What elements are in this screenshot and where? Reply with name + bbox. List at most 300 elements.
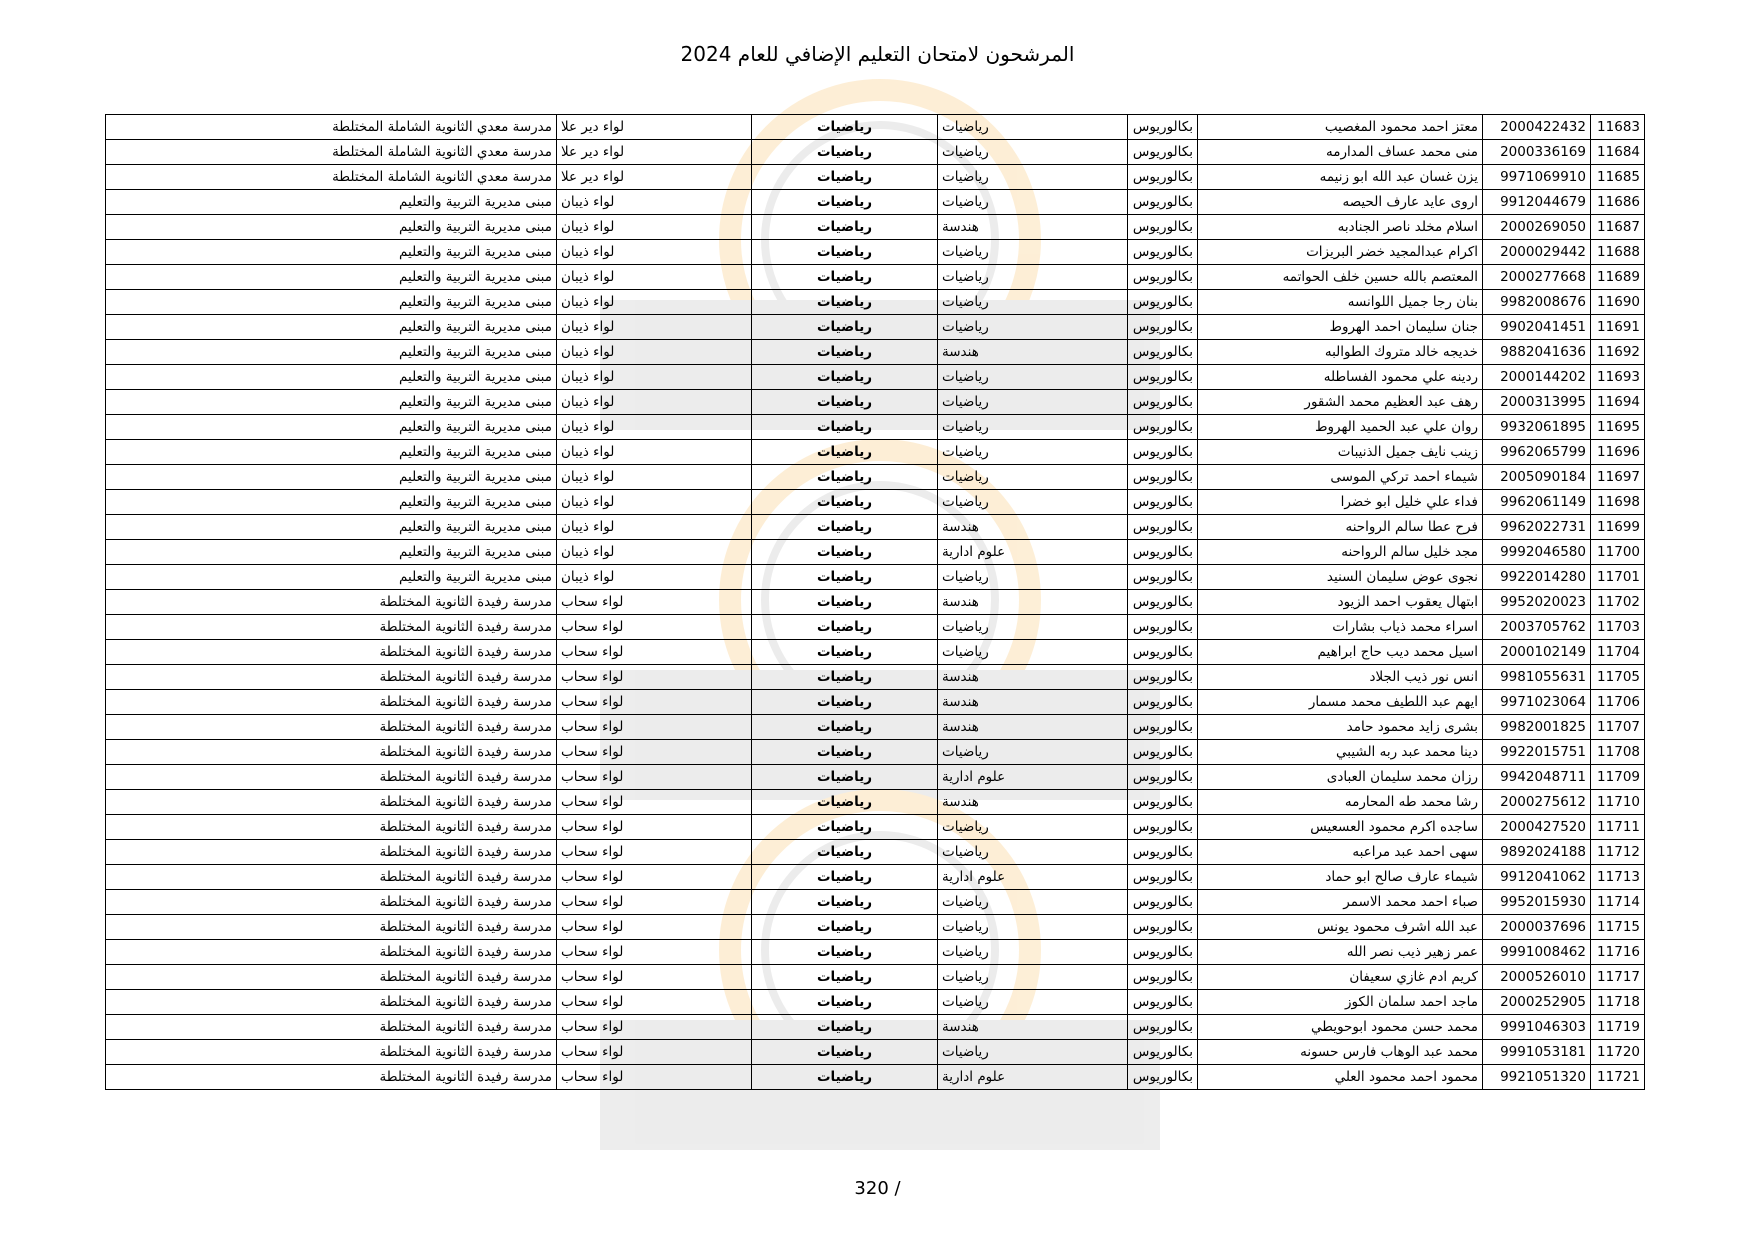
candidate-name-cell: رهف عبد العظيم محمد الشقور xyxy=(1198,390,1483,415)
serial-cell: 11713 xyxy=(1591,865,1645,890)
exam-subject-cell: رياضيات xyxy=(752,1015,938,1040)
exam-center-cell: مدرسة رفيدة الثانوية المختلطة xyxy=(106,1065,557,1090)
candidate-name-cell: شيماء عارف صالح ابو حماد xyxy=(1198,865,1483,890)
exam-center-cell: مدرسة رفيدة الثانوية المختلطة xyxy=(106,915,557,940)
candidates-table-body xyxy=(106,115,1645,1090)
district-cell: لواء سحاب xyxy=(557,940,752,965)
degree-cell: بكالوريوس xyxy=(1128,265,1198,290)
serial-cell: 11717 xyxy=(1591,965,1645,990)
exam-subject-cell: رياضيات xyxy=(752,615,938,640)
exam-center-cell: مبنى مديرية التربية والتعليم xyxy=(106,415,557,440)
exam-subject-cell: رياضيات xyxy=(752,840,938,865)
national-id-cell: 9991046303 xyxy=(1483,1015,1591,1040)
serial-cell: 11711 xyxy=(1591,815,1645,840)
exam-center-cell: مدرسة رفيدة الثانوية المختلطة xyxy=(106,790,557,815)
serial-cell: 11701 xyxy=(1591,565,1645,590)
table-row xyxy=(106,740,1645,765)
major-cell: هندسة xyxy=(938,790,1128,815)
serial-cell: 11694 xyxy=(1591,390,1645,415)
major-cell: هندسة xyxy=(938,590,1128,615)
district-cell: لواء ذيبان xyxy=(557,340,752,365)
national-id-cell: 9932061895 xyxy=(1483,415,1591,440)
district-cell: لواء ذيبان xyxy=(557,490,752,515)
national-id-cell: 2005090184 xyxy=(1483,465,1591,490)
degree-cell: بكالوريوس xyxy=(1128,665,1198,690)
serial-cell: 11686 xyxy=(1591,190,1645,215)
degree-cell: بكالوريوس xyxy=(1128,1040,1198,1065)
degree-cell: بكالوريوس xyxy=(1128,840,1198,865)
table-row xyxy=(106,965,1645,990)
degree-cell: بكالوريوس xyxy=(1128,490,1198,515)
serial-cell: 11695 xyxy=(1591,415,1645,440)
table-row xyxy=(106,790,1645,815)
serial-cell: 11697 xyxy=(1591,465,1645,490)
national-id-cell: 2000269050 xyxy=(1483,215,1591,240)
degree-cell: بكالوريوس xyxy=(1128,790,1198,815)
exam-center-cell: مدرسة رفيدة الثانوية المختلطة xyxy=(106,590,557,615)
serial-cell: 11696 xyxy=(1591,440,1645,465)
district-cell: لواء سحاب xyxy=(557,715,752,740)
candidate-name-cell: عمر زهير ذيب نصر الله xyxy=(1198,940,1483,965)
degree-cell: بكالوريوس xyxy=(1128,390,1198,415)
major-cell: هندسة xyxy=(938,1015,1128,1040)
exam-center-cell: مبنى مديرية التربية والتعليم xyxy=(106,240,557,265)
candidate-name-cell: كريم ادم غازي سعيفان xyxy=(1198,965,1483,990)
major-cell: رياضيات xyxy=(938,615,1128,640)
degree-cell: بكالوريوس xyxy=(1128,140,1198,165)
exam-subject-cell: رياضيات xyxy=(752,565,938,590)
exam-subject-cell: رياضيات xyxy=(752,715,938,740)
table-row xyxy=(106,815,1645,840)
serial-cell: 11707 xyxy=(1591,715,1645,740)
district-cell: لواء سحاب xyxy=(557,765,752,790)
table-row xyxy=(106,140,1645,165)
national-id-cell: 9992046580 xyxy=(1483,540,1591,565)
major-cell: هندسة xyxy=(938,715,1128,740)
serial-cell: 11710 xyxy=(1591,790,1645,815)
candidate-name-cell: نجوى عوض سليمان السنيد xyxy=(1198,565,1483,590)
district-cell: لواء دير علا xyxy=(557,165,752,190)
national-id-cell: 9962061149 xyxy=(1483,490,1591,515)
major-cell: رياضيات xyxy=(938,265,1128,290)
major-cell: رياضيات xyxy=(938,290,1128,315)
exam-center-cell: مبنى مديرية التربية والتعليم xyxy=(106,290,557,315)
district-cell: لواء سحاب xyxy=(557,665,752,690)
serial-cell: 11716 xyxy=(1591,940,1645,965)
major-cell: رياضيات xyxy=(938,815,1128,840)
degree-cell: بكالوريوس xyxy=(1128,940,1198,965)
candidate-name-cell: بنان رجا جميل اللوانسه xyxy=(1198,290,1483,315)
major-cell: رياضيات xyxy=(938,315,1128,340)
district-cell: لواء سحاب xyxy=(557,640,752,665)
exam-subject-cell: رياضيات xyxy=(752,790,938,815)
candidate-name-cell: دينا محمد عبد ربه الشيبي xyxy=(1198,740,1483,765)
serial-cell: 11712 xyxy=(1591,840,1645,865)
serial-cell: 11703 xyxy=(1591,615,1645,640)
major-cell: رياضيات xyxy=(938,140,1128,165)
candidates-table xyxy=(105,114,1645,1090)
national-id-cell: 2000102149 xyxy=(1483,640,1591,665)
degree-cell: بكالوريوس xyxy=(1128,1065,1198,1090)
table-row xyxy=(106,390,1645,415)
serial-cell: 11684 xyxy=(1591,140,1645,165)
serial-cell: 11708 xyxy=(1591,740,1645,765)
exam-subject-cell: رياضيات xyxy=(752,140,938,165)
table-row xyxy=(106,190,1645,215)
national-id-cell: 9991008462 xyxy=(1483,940,1591,965)
degree-cell: بكالوريوس xyxy=(1128,440,1198,465)
national-id-cell: 9971023064 xyxy=(1483,690,1591,715)
national-id-cell: 2000252905 xyxy=(1483,990,1591,1015)
degree-cell: بكالوريوس xyxy=(1128,1015,1198,1040)
exam-center-cell: مدرسة رفيدة الثانوية المختلطة xyxy=(106,765,557,790)
exam-center-cell: مدرسة معدي الثانوية الشاملة المختلطة xyxy=(106,115,557,140)
district-cell: لواء ذيبان xyxy=(557,390,752,415)
table-row xyxy=(106,1040,1645,1065)
national-id-cell: 9922015751 xyxy=(1483,740,1591,765)
exam-subject-cell: رياضيات xyxy=(752,1040,938,1065)
exam-subject-cell: رياضيات xyxy=(752,640,938,665)
exam-subject-cell: رياضيات xyxy=(752,290,938,315)
serial-cell: 11693 xyxy=(1591,365,1645,390)
district-cell: لواء ذيبان xyxy=(557,365,752,390)
district-cell: لواء سحاب xyxy=(557,1040,752,1065)
exam-center-cell: مدرسة رفيدة الثانوية المختلطة xyxy=(106,665,557,690)
serial-cell: 11683 xyxy=(1591,115,1645,140)
degree-cell: بكالوريوس xyxy=(1128,740,1198,765)
exam-center-cell: مدرسة رفيدة الثانوية المختلطة xyxy=(106,715,557,740)
degree-cell: بكالوريوس xyxy=(1128,865,1198,890)
candidate-name-cell: سهى احمد عبد مراعبه xyxy=(1198,840,1483,865)
district-cell: لواء سحاب xyxy=(557,1015,752,1040)
candidate-name-cell: محمد حسن محمود ابوحويطي xyxy=(1198,1015,1483,1040)
district-cell: لواء سحاب xyxy=(557,690,752,715)
exam-subject-cell: رياضيات xyxy=(752,990,938,1015)
candidate-name-cell: اروى عايد عارف الحيصه xyxy=(1198,190,1483,215)
degree-cell: بكالوريوس xyxy=(1128,540,1198,565)
candidate-name-cell: يزن غسان عبد الله ابو زنيمه xyxy=(1198,165,1483,190)
exam-center-cell: مدرسة رفيدة الثانوية المختلطة xyxy=(106,690,557,715)
candidate-name-cell: ردينه علي محمود الفساطله xyxy=(1198,365,1483,390)
candidate-name-cell: زينب نايف جميل الذنيبات xyxy=(1198,440,1483,465)
major-cell: علوم ادارية xyxy=(938,765,1128,790)
exam-center-cell: مدرسة رفيدة الثانوية المختلطة xyxy=(106,940,557,965)
exam-center-cell: مبنى مديرية التربية والتعليم xyxy=(106,215,557,240)
exam-subject-cell: رياضيات xyxy=(752,965,938,990)
district-cell: لواء سحاب xyxy=(557,790,752,815)
exam-subject-cell: رياضيات xyxy=(752,690,938,715)
major-cell: رياضيات xyxy=(938,915,1128,940)
degree-cell: بكالوريوس xyxy=(1128,365,1198,390)
candidate-name-cell: شيماء احمد تركي الموسى xyxy=(1198,465,1483,490)
table-row xyxy=(106,565,1645,590)
national-id-cell: 9902041451 xyxy=(1483,315,1591,340)
serial-cell: 11702 xyxy=(1591,590,1645,615)
candidate-name-cell: بشرى زايد محمود حامد xyxy=(1198,715,1483,740)
candidate-name-cell: محمد عبد الوهاب فارس حسونه xyxy=(1198,1040,1483,1065)
degree-cell: بكالوريوس xyxy=(1128,640,1198,665)
degree-cell: بكالوريوس xyxy=(1128,915,1198,940)
exam-subject-cell: رياضيات xyxy=(752,490,938,515)
major-cell: رياضيات xyxy=(938,115,1128,140)
major-cell: رياضيات xyxy=(938,990,1128,1015)
major-cell: رياضيات xyxy=(938,940,1128,965)
exam-center-cell: مدرسة رفيدة الثانوية المختلطة xyxy=(106,890,557,915)
major-cell: رياضيات xyxy=(938,565,1128,590)
major-cell: رياضيات xyxy=(938,640,1128,665)
national-id-cell: 2000275612 xyxy=(1483,790,1591,815)
exam-subject-cell: رياضيات xyxy=(752,665,938,690)
exam-center-cell: مبنى مديرية التربية والتعليم xyxy=(106,315,557,340)
serial-cell: 11704 xyxy=(1591,640,1645,665)
national-id-cell: 9962065799 xyxy=(1483,440,1591,465)
district-cell: لواء دير علا xyxy=(557,115,752,140)
district-cell: لواء ذيبان xyxy=(557,215,752,240)
table-row xyxy=(106,165,1645,190)
table-row xyxy=(106,690,1645,715)
table-row xyxy=(106,515,1645,540)
exam-center-cell: مبنى مديرية التربية والتعليم xyxy=(106,515,557,540)
national-id-cell: 2000422432 xyxy=(1483,115,1591,140)
exam-subject-cell: رياضيات xyxy=(752,165,938,190)
degree-cell: بكالوريوس xyxy=(1128,115,1198,140)
exam-center-cell: مدرسة رفيدة الثانوية المختلطة xyxy=(106,840,557,865)
national-id-cell: 9912044679 xyxy=(1483,190,1591,215)
candidate-name-cell: فرح عطا سالم الرواحنه xyxy=(1198,515,1483,540)
national-id-cell: 9882041636 xyxy=(1483,340,1591,365)
district-cell: لواء سحاب xyxy=(557,890,752,915)
table-row xyxy=(106,890,1645,915)
table-row xyxy=(106,915,1645,940)
degree-cell: بكالوريوس xyxy=(1128,190,1198,215)
district-cell: لواء سحاب xyxy=(557,865,752,890)
candidate-name-cell: انس نور ذيب الجلاد xyxy=(1198,665,1483,690)
district-cell: لواء ذيبان xyxy=(557,190,752,215)
exam-center-cell: مدرسة رفيدة الثانوية المختلطة xyxy=(106,990,557,1015)
district-cell: لواء ذيبان xyxy=(557,315,752,340)
candidate-name-cell: ايهم عبد اللطيف محمد مسمار xyxy=(1198,690,1483,715)
exam-subject-cell: رياضيات xyxy=(752,265,938,290)
exam-subject-cell: رياضيات xyxy=(752,340,938,365)
exam-subject-cell: رياضيات xyxy=(752,415,938,440)
candidate-name-cell: اسلام مخلد ناصر الجنادبه xyxy=(1198,215,1483,240)
district-cell: لواء سحاب xyxy=(557,965,752,990)
table-row xyxy=(106,265,1645,290)
table-row xyxy=(106,665,1645,690)
table-row xyxy=(106,590,1645,615)
degree-cell: بكالوريوس xyxy=(1128,765,1198,790)
district-cell: لواء ذيبان xyxy=(557,440,752,465)
degree-cell: بكالوريوس xyxy=(1128,465,1198,490)
national-id-cell: 2000037696 xyxy=(1483,915,1591,940)
degree-cell: بكالوريوس xyxy=(1128,515,1198,540)
candidate-name-cell: المعتصم بالله حسين خلف الحواتمه xyxy=(1198,265,1483,290)
district-cell: لواء سحاب xyxy=(557,1065,752,1090)
national-id-cell: 9952015930 xyxy=(1483,890,1591,915)
district-cell: لواء سحاب xyxy=(557,590,752,615)
district-cell: لواء ذيبان xyxy=(557,465,752,490)
district-cell: لواء ذيبان xyxy=(557,290,752,315)
exam-subject-cell: رياضيات xyxy=(752,865,938,890)
district-cell: لواء ذيبان xyxy=(557,565,752,590)
major-cell: رياضيات xyxy=(938,415,1128,440)
table-row xyxy=(106,1015,1645,1040)
exam-subject-cell: رياضيات xyxy=(752,190,938,215)
table-row xyxy=(106,215,1645,240)
exam-center-cell: مدرسة معدي الثانوية الشاملة المختلطة xyxy=(106,140,557,165)
degree-cell: بكالوريوس xyxy=(1128,340,1198,365)
degree-cell: بكالوريوس xyxy=(1128,215,1198,240)
candidate-name-cell: مجد خليل سالم الرواحنه xyxy=(1198,540,1483,565)
table-row xyxy=(106,365,1645,390)
table-row xyxy=(106,340,1645,365)
candidate-name-cell: منى محمد عساف المدارمه xyxy=(1198,140,1483,165)
table-row xyxy=(106,490,1645,515)
degree-cell: بكالوريوس xyxy=(1128,590,1198,615)
major-cell: رياضيات xyxy=(938,1040,1128,1065)
exam-center-cell: مدرسة رفيدة الثانوية المختلطة xyxy=(106,865,557,890)
degree-cell: بكالوريوس xyxy=(1128,615,1198,640)
national-id-cell: 9922014280 xyxy=(1483,565,1591,590)
exam-subject-cell: رياضيات xyxy=(752,115,938,140)
exam-center-cell: مدرسة رفيدة الثانوية المختلطة xyxy=(106,640,557,665)
national-id-cell: 9942048711 xyxy=(1483,765,1591,790)
exam-center-cell: مدرسة رفيدة الثانوية المختلطة xyxy=(106,615,557,640)
candidate-name-cell: فداء علي خليل ابو خضرا xyxy=(1198,490,1483,515)
serial-cell: 11718 xyxy=(1591,990,1645,1015)
candidate-name-cell: ساجده اكرم محمود العسعيس xyxy=(1198,815,1483,840)
degree-cell: بكالوريوس xyxy=(1128,290,1198,315)
district-cell: لواء ذيبان xyxy=(557,540,752,565)
national-id-cell: 9981055631 xyxy=(1483,665,1591,690)
exam-center-cell: مدرسة رفيدة الثانوية المختلطة xyxy=(106,815,557,840)
major-cell: هندسة xyxy=(938,340,1128,365)
table-row xyxy=(106,865,1645,890)
district-cell: لواء سحاب xyxy=(557,840,752,865)
page-number: 320 / xyxy=(854,1178,901,1199)
serial-cell: 11685 xyxy=(1591,165,1645,190)
major-cell: رياضيات xyxy=(938,365,1128,390)
exam-subject-cell: رياضيات xyxy=(752,390,938,415)
serial-cell: 11691 xyxy=(1591,315,1645,340)
candidate-name-cell: جنان سليمان احمد الهروط xyxy=(1198,315,1483,340)
exam-subject-cell: رياضيات xyxy=(752,815,938,840)
degree-cell: بكالوريوس xyxy=(1128,890,1198,915)
table-row xyxy=(106,940,1645,965)
candidate-name-cell: ماجد احمد سلمان الكوز xyxy=(1198,990,1483,1015)
major-cell: رياضيات xyxy=(938,965,1128,990)
district-cell: لواء سحاب xyxy=(557,990,752,1015)
national-id-cell: 9912041062 xyxy=(1483,865,1591,890)
major-cell: رياضيات xyxy=(938,465,1128,490)
major-cell: رياضيات xyxy=(938,190,1128,215)
district-cell: لواء ذيبان xyxy=(557,515,752,540)
exam-center-cell: مبنى مديرية التربية والتعليم xyxy=(106,465,557,490)
national-id-cell: 9991053181 xyxy=(1483,1040,1591,1065)
candidate-name-cell: خديجه خالد متروك الطوالبه xyxy=(1198,340,1483,365)
major-cell: رياضيات xyxy=(938,165,1128,190)
exam-subject-cell: رياضيات xyxy=(752,890,938,915)
national-id-cell: 9962022731 xyxy=(1483,515,1591,540)
national-id-cell: 9982001825 xyxy=(1483,715,1591,740)
serial-cell: 11714 xyxy=(1591,890,1645,915)
degree-cell: بكالوريوس xyxy=(1128,165,1198,190)
candidate-name-cell: اسيل محمد ديب حاج ابراهيم xyxy=(1198,640,1483,665)
serial-cell: 11721 xyxy=(1591,1065,1645,1090)
candidate-name-cell: ابتهال يعقوب احمد الزيود xyxy=(1198,590,1483,615)
exam-center-cell: مبنى مديرية التربية والتعليم xyxy=(106,265,557,290)
national-id-cell: 9952020023 xyxy=(1483,590,1591,615)
candidate-name-cell: صباء احمد محمد الاسمر xyxy=(1198,890,1483,915)
degree-cell: بكالوريوس xyxy=(1128,965,1198,990)
table-row xyxy=(106,990,1645,1015)
national-id-cell: 2000313995 xyxy=(1483,390,1591,415)
major-cell: علوم ادارية xyxy=(938,540,1128,565)
exam-center-cell: مبنى مديرية التربية والتعليم xyxy=(106,540,557,565)
exam-center-cell: مبنى مديرية التربية والتعليم xyxy=(106,490,557,515)
major-cell: رياضيات xyxy=(938,840,1128,865)
exam-subject-cell: رياضيات xyxy=(752,740,938,765)
serial-cell: 11720 xyxy=(1591,1040,1645,1065)
table-row xyxy=(106,465,1645,490)
exam-center-cell: مدرسة معدي الثانوية الشاملة المختلطة xyxy=(106,165,557,190)
national-id-cell: 2000277668 xyxy=(1483,265,1591,290)
major-cell: رياضيات xyxy=(938,390,1128,415)
district-cell: لواء ذيبان xyxy=(557,415,752,440)
degree-cell: بكالوريوس xyxy=(1128,715,1198,740)
major-cell: هندسة xyxy=(938,215,1128,240)
serial-cell: 11689 xyxy=(1591,265,1645,290)
degree-cell: بكالوريوس xyxy=(1128,815,1198,840)
exam-center-cell: مدرسة رفيدة الثانوية المختلطة xyxy=(106,1040,557,1065)
serial-cell: 11687 xyxy=(1591,215,1645,240)
major-cell: رياضيات xyxy=(938,890,1128,915)
exam-center-cell: مدرسة رفيدة الثانوية المختلطة xyxy=(106,965,557,990)
exam-subject-cell: رياضيات xyxy=(752,365,938,390)
exam-subject-cell: رياضيات xyxy=(752,240,938,265)
major-cell: هندسة xyxy=(938,665,1128,690)
exam-subject-cell: رياضيات xyxy=(752,215,938,240)
national-id-cell: 2000029442 xyxy=(1483,240,1591,265)
serial-cell: 11709 xyxy=(1591,765,1645,790)
major-cell: هندسة xyxy=(938,690,1128,715)
candidate-name-cell: معتز احمد محمود المغصيب xyxy=(1198,115,1483,140)
table-row xyxy=(106,540,1645,565)
national-id-cell: 9892024188 xyxy=(1483,840,1591,865)
candidate-name-cell: محمود احمد محمود العلي xyxy=(1198,1065,1483,1090)
candidate-name-cell: اسراء محمد ذياب بشارات xyxy=(1198,615,1483,640)
district-cell: لواء ذيبان xyxy=(557,240,752,265)
degree-cell: بكالوريوس xyxy=(1128,240,1198,265)
table-row xyxy=(106,1065,1645,1090)
district-cell: لواء سحاب xyxy=(557,915,752,940)
serial-cell: 11700 xyxy=(1591,540,1645,565)
exam-subject-cell: رياضيات xyxy=(752,440,938,465)
major-cell: رياضيات xyxy=(938,490,1128,515)
degree-cell: بكالوريوس xyxy=(1128,415,1198,440)
candidate-name-cell: روان علي عبد الحميد الهروط xyxy=(1198,415,1483,440)
degree-cell: بكالوريوس xyxy=(1128,315,1198,340)
serial-cell: 11719 xyxy=(1591,1015,1645,1040)
national-id-cell: 2000336169 xyxy=(1483,140,1591,165)
table-row xyxy=(106,440,1645,465)
candidate-name-cell: رشا محمد طه المحارمه xyxy=(1198,790,1483,815)
exam-subject-cell: رياضيات xyxy=(752,465,938,490)
degree-cell: بكالوريوس xyxy=(1128,690,1198,715)
exam-subject-cell: رياضيات xyxy=(752,590,938,615)
exam-center-cell: مبنى مديرية التربية والتعليم xyxy=(106,190,557,215)
table-row xyxy=(106,615,1645,640)
